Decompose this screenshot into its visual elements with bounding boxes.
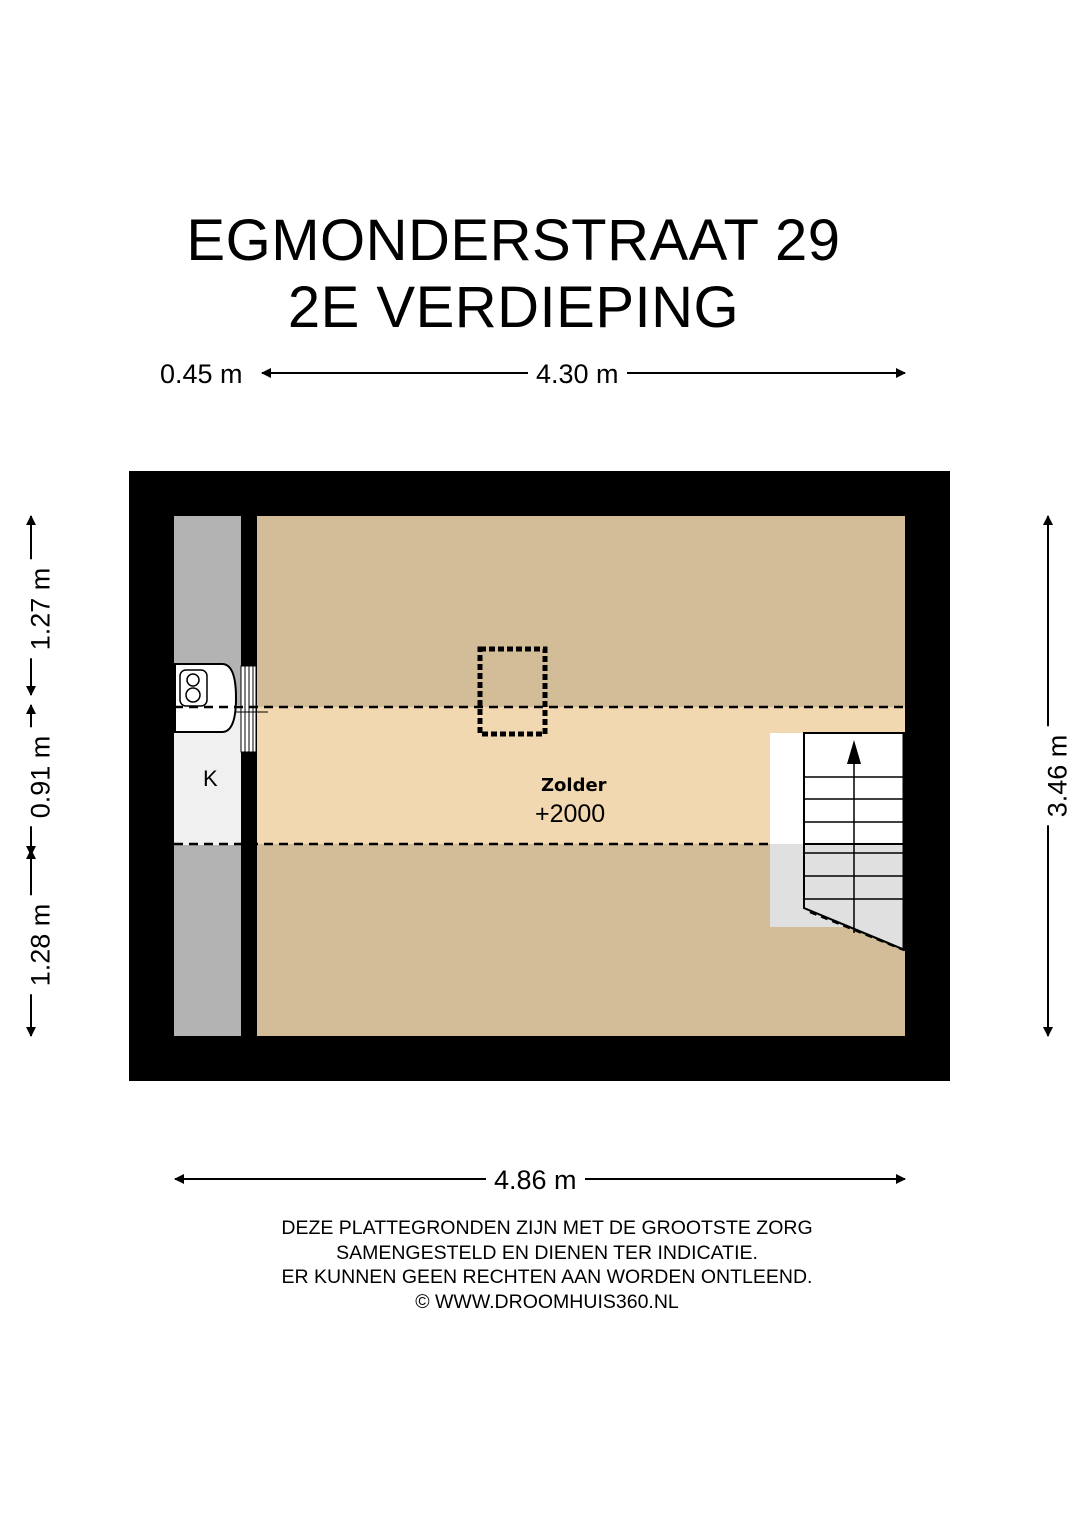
disclaimer: [0, 1216, 1080, 1314]
room-level: +2000: [535, 800, 606, 828]
address-title: EGMONDERSTRAAT 29: [186, 208, 841, 273]
dimension-left-middle: 0.91 m: [25, 728, 55, 827]
disclaimer-line: DEZE PLATTEGRONDEN ZIJN MET DE GROOTSTE ZORG: [281, 1217, 813, 1239]
dimension-bottom: 4.86 m: [486, 1165, 585, 1195]
partition-wall-upper: [241, 516, 256, 666]
disclaimer-line: SAMENGESTELD EN DIENEN TER INDICATIE.: [336, 1241, 758, 1264]
dimension-top-left: 0.45 m: [160, 359, 249, 389]
partition-wall-lower: [241, 752, 256, 1036]
copyright-line: © WWW.DROOMHUIS360.NL: [415, 1290, 679, 1313]
room-name: Zolder: [541, 775, 607, 796]
dimension-left-upper: 1.27 m: [25, 560, 55, 659]
dimension-left-lower: 1.28 m: [25, 896, 55, 995]
dimension-right: 3.46 m: [1042, 727, 1072, 826]
disclaimer-line: ER KUNNEN GEEN RECHTEN AAN WORDEN ONTLEEND.: [281, 1266, 813, 1288]
dimension-top-main: 4.30 m: [528, 359, 627, 389]
side-room-label: K: [203, 766, 218, 791]
floor-title: 2E VERDIEPING: [287, 275, 740, 340]
boiler-icon: [175, 664, 236, 732]
staircase: [770, 733, 905, 950]
